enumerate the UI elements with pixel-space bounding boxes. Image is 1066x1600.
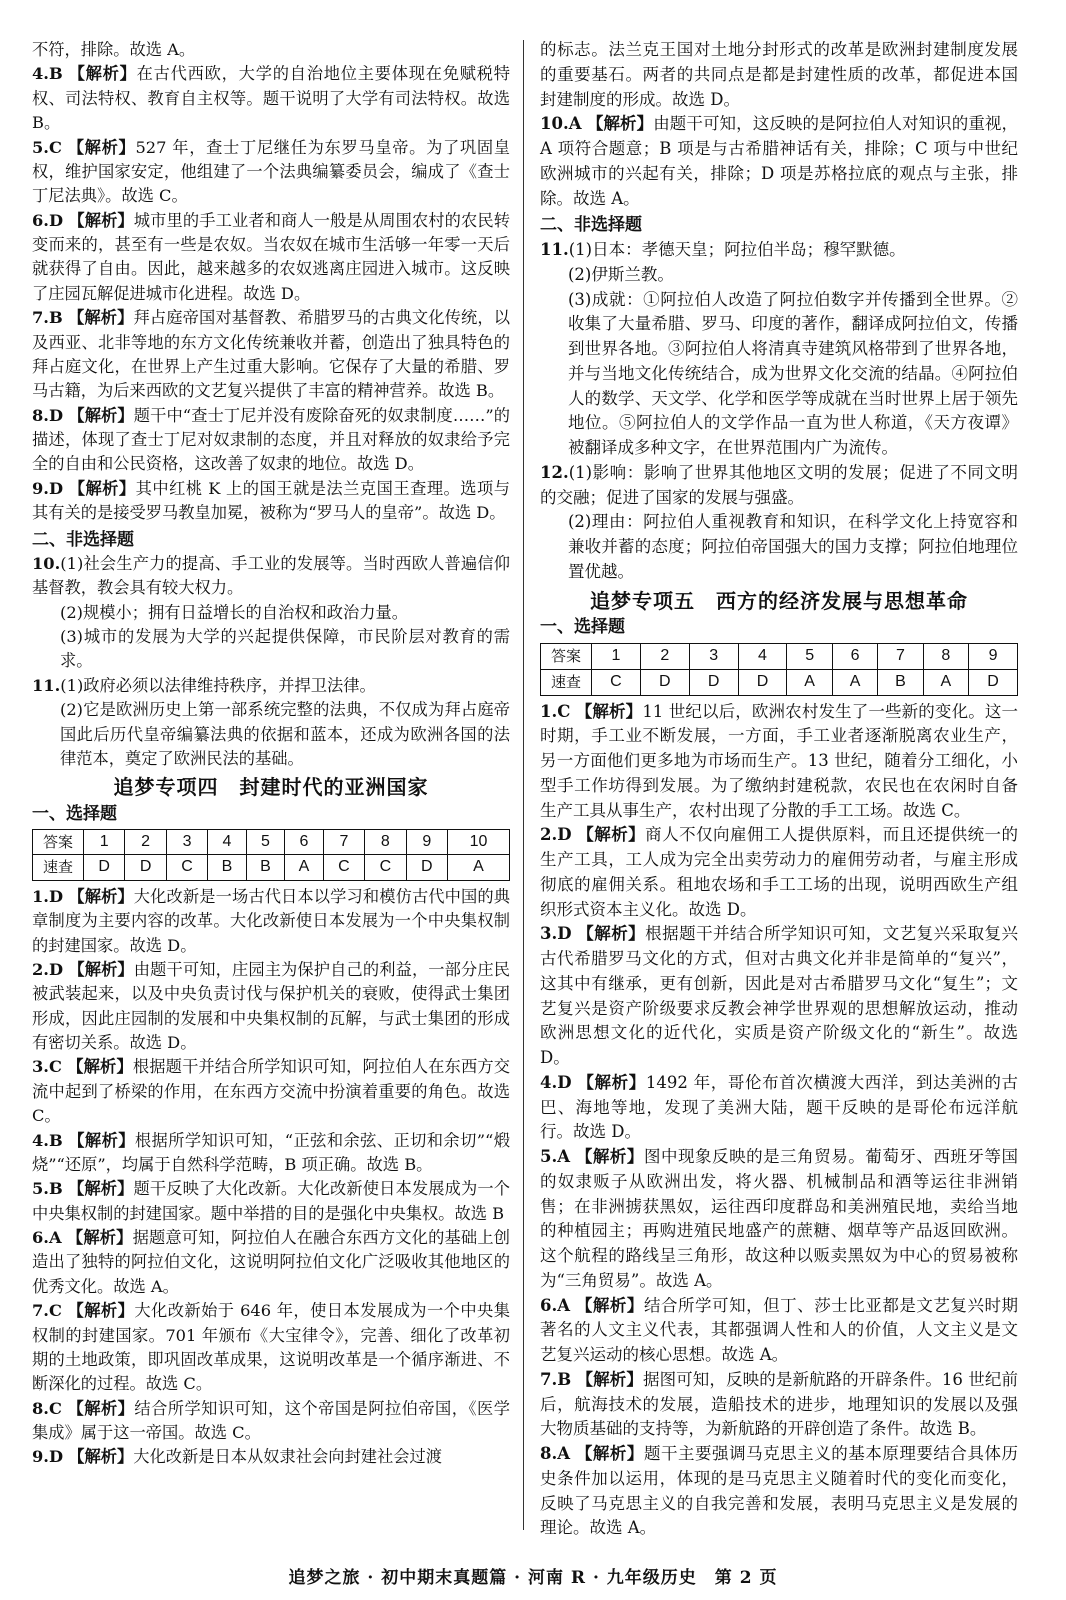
item-number: 4.D (540, 1072, 572, 1092)
item-number: 6.D (32, 210, 64, 230)
question-number-cell: 6 (285, 830, 323, 855)
item-number: 10.A (540, 114, 582, 134)
topic-title-5: 追梦专项五 西方的经济发展与思想革命 (590, 588, 968, 613)
explanation-item (32, 958, 510, 1056)
table-row (541, 644, 1018, 670)
question-number-cell: 4 (208, 830, 246, 855)
question-10 (32, 552, 510, 674)
analysis-tag: 【解析】 (67, 1301, 135, 1321)
question-number-cell: 7 (323, 830, 364, 855)
explanations (540, 700, 1018, 1542)
continuation-line: 不符，排除。故选 A。 (32, 40, 196, 59)
question-number-cell: 5 (787, 644, 832, 670)
analysis-tag: 【解析】 (575, 1295, 644, 1315)
topic-title-4: 追梦专项四 封建时代的亚洲国家 (113, 775, 429, 800)
item-number: 1.D (32, 886, 64, 906)
explanation-item (32, 1397, 510, 1446)
explanation-item (32, 1445, 510, 1469)
answer-cell: B (208, 855, 246, 880)
question-number-cell: 1 (84, 830, 125, 855)
analysis-tag: 【解析】 (68, 308, 134, 328)
answer-part: (1)政府必须以法律维持秩序，并捍卫法律。 (60, 675, 376, 695)
item-number: 2.D (540, 825, 572, 845)
explanation-item (540, 1071, 1018, 1145)
item-text: 城市里的手工业者和商人一般是从周围农村的农民转变而来的，甚至有一些是农奴。当农奴在城市生活够一年零一天后就获得了自由。因此，越来越多的农奴逃离庄园进入城市。这反映了庄园瓦解促进城市化进程。故选 D。 (32, 210, 511, 303)
item-text: 图中现象反映的是三角贸易。葡萄牙、西班牙等国的奴隶贩子从欧洲出发，将火器、机械制品和酒等运往非洲销售；在非洲掳获黑奴，运往西印度群岛和美洲殖民地，卖给当地的种植园主；再购进殖民地盛产的蔗糖、烟草等产品返回欧洲。这个航程的路线呈三角形，故这种以贩卖黑奴为中心的贸易被称为“三角贸易”。故选 A。 (540, 1147, 1019, 1290)
item-text: 1492 年，哥伦布首次横渡大西洋，到达美洲的古巴、海地等地，发现了美洲大陆，题干反映的是哥伦布远洋航行。故选 D。 (540, 1072, 1019, 1142)
question-number-cell: 2 (125, 830, 166, 855)
explanation-item (32, 136, 510, 209)
analysis-tag: 【解析】 (68, 959, 134, 979)
answer-cell: A (787, 669, 832, 695)
column-divider (523, 40, 524, 1530)
item-text: 题干主要强调马克思主义的基本原理要结合具体历史条件加以运用，体现的是马克思主义随着时代的变化而变化，反映了马克思主义的自我完善和发展，表明马克思主义是发展的理论。故选 A。 (540, 1444, 1019, 1538)
item-number: 6.A (32, 1228, 62, 1247)
answer-cell: D (406, 855, 447, 880)
item-text: 由题干可知，这反映的是阿拉伯人对知识的重视，A 项符合题意；B 项是与古希腊神话有关，排除；C 项与中世纪欧洲城市的兴起有关，排除；D 项是苏格拉底的观点与主张，排除。故选 A。 (540, 114, 1019, 208)
section-heading-nonchoice: 二、非选择题 (540, 215, 642, 236)
item-text: 结合所学知识可知，这个帝国是阿拉伯帝国，《医学集成》属于这一帝国。故选 C。 (32, 1398, 511, 1442)
item-number: 4.B (32, 64, 63, 84)
item-number: 3.D (540, 924, 572, 944)
analysis-tag: 【解析】 (68, 1447, 134, 1467)
item-text: 11 世纪以后，欧洲农村发生了一些新的变化。这一时期，手工业不断发展，一方面，手工业者逐渐脱离农业生产，另一方面他们更多地为市场而生产。13 世纪，随着分工细化，小型手工作坊得到发展。为了缴纳封建税款，农民也在农闲时自备生产工具从事生产，农村出现了分散的手工工场。故选 C。 (540, 701, 1018, 820)
section-heading-nonchoice: 二、非选择题 (32, 529, 134, 550)
table-row (541, 669, 1018, 695)
question-number-cell: 10 (447, 830, 509, 855)
answer-cell: D (738, 669, 787, 695)
item-number: 5.A (540, 1147, 571, 1166)
answer-cell: B (246, 855, 284, 880)
analysis-tag: 【解析】 (68, 405, 134, 425)
explanation-item (32, 209, 510, 307)
answer-part: (2)理由：阿拉伯人重视教育和知识，在科学文化上持宽容和兼收并蓄的态度；阿拉伯帝国强大的国力支撑；阿拉伯地理位置优越。 (568, 512, 1018, 581)
analysis-tag: 【解析】 (68, 1179, 134, 1199)
item-text: 根据题干并结合所学知识可知，文艺复兴采取复兴古代希腊罗马文化的方式，但对古典文化并非是简单的“复兴”，这其中有继承，更有创新，因此是对古希腊罗马文化“复生”；文艺复兴是资产阶级要求反教会神学世界观的思想解放运动，推动欧洲思想文化的近代化，实质是资产阶级文化的“新生”。故选 D。 (540, 924, 1019, 1067)
item-number: 8.C (32, 1398, 62, 1418)
answer-cell: A (285, 855, 323, 880)
table-header: 速查 (541, 669, 592, 695)
left-column (32, 38, 510, 1470)
question-number-cell: 1 (592, 644, 641, 670)
analysis-tag: 【解析】 (586, 114, 654, 134)
item-text: 由题干可知，庄园主为保护自己的利益，一部分庄民被武装起来，以及中央负责讨伐与保护机关的衰败，使得武士集团形成，因此庄园制的发展和中央集权制的瓦解，与武士集团的形成有密切关系。故选 D。 (32, 959, 511, 1052)
explanation-item (540, 700, 1018, 824)
explanation-item (32, 1177, 510, 1226)
question-number-cell: 4 (738, 644, 787, 670)
explanations-a (32, 62, 510, 525)
answer-cell: D (125, 855, 166, 880)
analysis-tag: 【解析】 (67, 1398, 135, 1418)
analysis-tag: 【解析】 (576, 1369, 643, 1389)
answer-table-5 (540, 643, 1018, 696)
answer-cell: C (592, 669, 641, 695)
explanation-item (32, 477, 510, 526)
answer-cell: A (447, 855, 509, 880)
item-text: 题干中“查士丁尼并没有废除奋死的奴隶制度……”的描述，体现了查士丁尼对奴隶制的态度，并且对释放的奴隶给予完全的自由和公民资格，这改善了奴隶的地位。故选 D。 (32, 405, 510, 474)
item-number: 1.C (540, 701, 571, 721)
item-number: 4.B (32, 1130, 63, 1150)
explanation-item (540, 1368, 1018, 1442)
table-header: 答案 (33, 830, 84, 855)
item-number: 9.D (32, 1447, 64, 1467)
question-number-cell: 8 (923, 644, 968, 670)
question-number: 11. (32, 675, 61, 695)
explanation-item (540, 922, 1018, 1071)
item-number: 6.A (540, 1295, 571, 1315)
item-number: 8.D (32, 405, 64, 425)
answer-part: (2)规模小；拥有日益增长的自治权和政治力量。 (60, 602, 409, 622)
question-number-cell: 6 (832, 644, 877, 670)
item-text: 其中红桃 K 上的国王就是法兰克国王查理。选项与其有关的是接受罗马教皇加冕，被称为“罗马人的皇帝”。故选 D。 (32, 478, 511, 523)
explanation-item (32, 1055, 510, 1128)
question-number-cell: 8 (365, 830, 406, 855)
item-number: 2.D (32, 959, 64, 979)
analysis-tag: 【解析】 (577, 1072, 646, 1092)
analysis-tag: 【解析】 (575, 1444, 644, 1463)
explanation-item (32, 1299, 510, 1397)
item-text: 大化改新是日本从奴隶社会向封建社会过渡 (133, 1447, 442, 1467)
question-number-cell: 9 (969, 644, 1018, 670)
analysis-tag: 【解析】 (67, 137, 136, 157)
answer-cell: C (365, 855, 406, 880)
question-11 (32, 674, 510, 772)
table-row (33, 830, 510, 855)
explanation-item (32, 62, 510, 135)
explanation-item (32, 1226, 510, 1299)
item-text: 大化改新始于 646 年，使日本发展成为一个中央集权制的封建国家。701 年颁布《大宝律令》，完善、细化了改革初期的土地政策，即巩固改革成果，这说明改革是一个循序渐进、不断深化的过程。故选 C。 (32, 1301, 510, 1394)
item-text: 题干反映了大化改新。大化改新使日本发展成为一个中央集权制的封建国家。题中举措的目的是强化中央集权。故选 B (32, 1179, 510, 1223)
table-header: 答案 (541, 644, 592, 670)
item-number: 8.A (540, 1444, 571, 1463)
answer-part: (2)伊斯兰教。 (568, 264, 674, 284)
question-11 (540, 238, 1018, 461)
analysis-tag: 【解析】 (68, 210, 134, 230)
answer-part: (3)城市的发展为大学的兴起提供保障，市民阶层对教育的需求。 (60, 627, 510, 671)
answer-cell: D (640, 669, 689, 695)
answer-part: (2)它是欧洲历史上第一部系统完整的法典，不仅成为拜占庭帝国此后历代皇帝编纂法典的依据和蓝本，还成为欧洲各国的法律范本，奠定了欧洲民法的基础。 (60, 700, 510, 768)
analysis-tag: 【解析】 (575, 701, 643, 721)
answer-table-4 (32, 829, 510, 881)
answer-cell: C (166, 855, 207, 880)
question-number-cell: 2 (640, 644, 689, 670)
item-text: 据题意可知，阿拉伯人在融合东西方文化的基础上创造出了独特的阿拉伯文化，这说明阿拉伯文化广泛吸收其他地区的优秀文化。故选 A。 (32, 1228, 511, 1296)
explanation-item (540, 1145, 1018, 1294)
analysis-tag: 【解析】 (68, 886, 134, 906)
item-text: 商人不仅向雇佣工人提供原料，而且还提供统一的生产工具，工人成为完全出卖劳动力的雇佣劳动者，与雇主形成彻底的雇佣关系。租地农场和手工工场的出现，说明西欧生产组织形式资本主义化。故选 D。 (540, 825, 1019, 919)
explanations-b (32, 885, 510, 1470)
item-text: 据图可知，反映的是新航路的开辟条件。16 世纪前后，航海技术的发展，造船技术的进步，地理知识的发展以及强大物质基础的支持等，为新航路的开辟创造了条件。故选 B。 (540, 1369, 1018, 1439)
explanation-item (540, 1442, 1018, 1541)
answer-part: (1)社会生产力的提高、手工业的发展等。当时西欧人普遍信仰基督教，教会具有较大权力。 (32, 553, 510, 598)
explanation-item (32, 1129, 510, 1178)
question-number: 12. (540, 462, 569, 482)
answer-cell: A (832, 669, 877, 695)
answer-cell: C (323, 855, 364, 880)
answer-part: (1)影响：影响了世界其他地区文明的发展；促进了不同文明的交融；促进了国家的发展与强盛。 (540, 462, 1018, 507)
section-heading-choice: 一、选择题 (32, 803, 117, 824)
explanation-item (540, 1294, 1018, 1368)
question-number-cell: 7 (878, 644, 923, 670)
item-number: 5.C (32, 137, 62, 157)
question-number-cell: 3 (166, 830, 207, 855)
question-number-cell: 3 (689, 644, 738, 670)
answer-cell: A (923, 669, 968, 695)
item-text: 根据所学知识可知，“正弦和余弦、正切和余切”“煅烧”“还原”，均属于自然科学范畴，B 项正确。故选 B。 (32, 1130, 511, 1174)
answer-part: (1)日本：孝德天皇；阿拉伯半岛；穆罕默德。 (568, 240, 906, 259)
analysis-tag: 【解析】 (68, 1130, 135, 1150)
explanation-item (32, 885, 510, 958)
item-text: 大化改新是一场古代日本以学习和模仿古代中国的典章制度为主要内容的改革。大化改新使日本发展为一个中央集权制的封建国家。故选 D。 (32, 886, 511, 955)
question-number-cell: 9 (406, 830, 447, 855)
answer-cell: D (689, 669, 738, 695)
item-text: 结合所学可知，但丁、莎士比亚都是文艺复兴时期著名的人文主义代表，其都强调人性和人的价值，人文主义是文艺复兴运动的核心思想。故选 A。 (540, 1295, 1019, 1364)
answer-cell: D (969, 669, 1018, 695)
continuation-text: 的标志。法兰克王国对土地分封形式的改革是欧洲封建制度发展的重要基石。两者的共同点是都是封建性质的改革，都促进本国封建制度的形成。故选 D。 (540, 40, 1018, 109)
item-text: 根据题干并结合所学知识可知，阿拉伯人在东西方交流中起到了桥梁的作用，在东西方交流中扮演着重要的角色。故选 C。 (32, 1057, 511, 1126)
question-number: 10. (32, 553, 61, 573)
item-number: 3.C (32, 1057, 62, 1077)
section-heading-choice: 一、选择题 (540, 617, 625, 638)
analysis-tag: 【解析】 (68, 478, 136, 498)
page-footer: 追梦之旅 · 初中期末真题篇 · 河南 R · 九年级历史 第 2 页 (288, 1568, 778, 1588)
answer-part: (3)成就：①阿拉伯人改造了阿拉伯数字并传播到全世界。②收集了大量希腊、罗马、印度的著作，翻译成阿拉伯文，传播到世界各地。③阿拉伯人将清真寺建筑风格带到了世界各地，并与当地文化传统结合，成为世界文化交流的结晶。④阿拉伯人的数学、天文学、化学和医学等成就在当时世界上居于领先地位。⑤阿拉伯人的文学作品一直为世人称道，《天方夜谭》被翻译成多种文字，在世界范围内广为流传。 (568, 289, 1018, 457)
table-header: 速查 (33, 855, 84, 880)
analysis-tag: 【解析】 (575, 1147, 644, 1166)
item-number: 7.B (540, 1369, 572, 1389)
item-number: 9.D (32, 478, 64, 498)
item-text: 在古代西欧，大学的自治地位主要体现在免赋税特权、司法特权、教育自主权等。题干说明了大学有司法特权。故选 B。 (32, 64, 511, 133)
item-text: 527 年，查士丁尼继任为东罗马皇帝。为了巩固皇权，维护国家安定，他组建了一个法典编纂委员会，编成了《查士丁尼法典》。故选 C。 (32, 137, 511, 206)
item-number: 7.B (32, 308, 63, 328)
item-text: 拜占庭帝国对基督教、希腊罗马的古典文化传统，以及西亚、北非等地的东方文化传统兼收并蓄，创造出了独具特色的拜占庭文化，在世界上产生过重大影响。它保存了大量的希腊、罗马古籍，为后来西欧的文艺复兴提供了丰富的精神营养。故选 B。 (32, 308, 510, 401)
right-column (540, 38, 1018, 1541)
analysis-tag: 【解析】 (67, 1057, 133, 1077)
analysis-tag: 【解析】 (66, 1228, 133, 1247)
explanation-item (32, 404, 510, 477)
question-12 (540, 461, 1018, 585)
explanation-item (32, 306, 510, 404)
analysis-tag: 【解析】 (577, 924, 646, 944)
answer-cell: B (878, 669, 923, 695)
analysis-tag: 【解析】 (577, 825, 646, 845)
explanation-item (540, 823, 1018, 922)
analysis-tag: 【解析】 (68, 64, 137, 84)
question-number-cell: 5 (246, 830, 284, 855)
answer-cell: D (84, 855, 125, 880)
question-number: 11. (540, 240, 569, 259)
item-number: 5.B (32, 1179, 63, 1199)
table-row (33, 855, 510, 880)
explanation-item (540, 112, 1018, 211)
item-number: 7.C (32, 1301, 62, 1321)
